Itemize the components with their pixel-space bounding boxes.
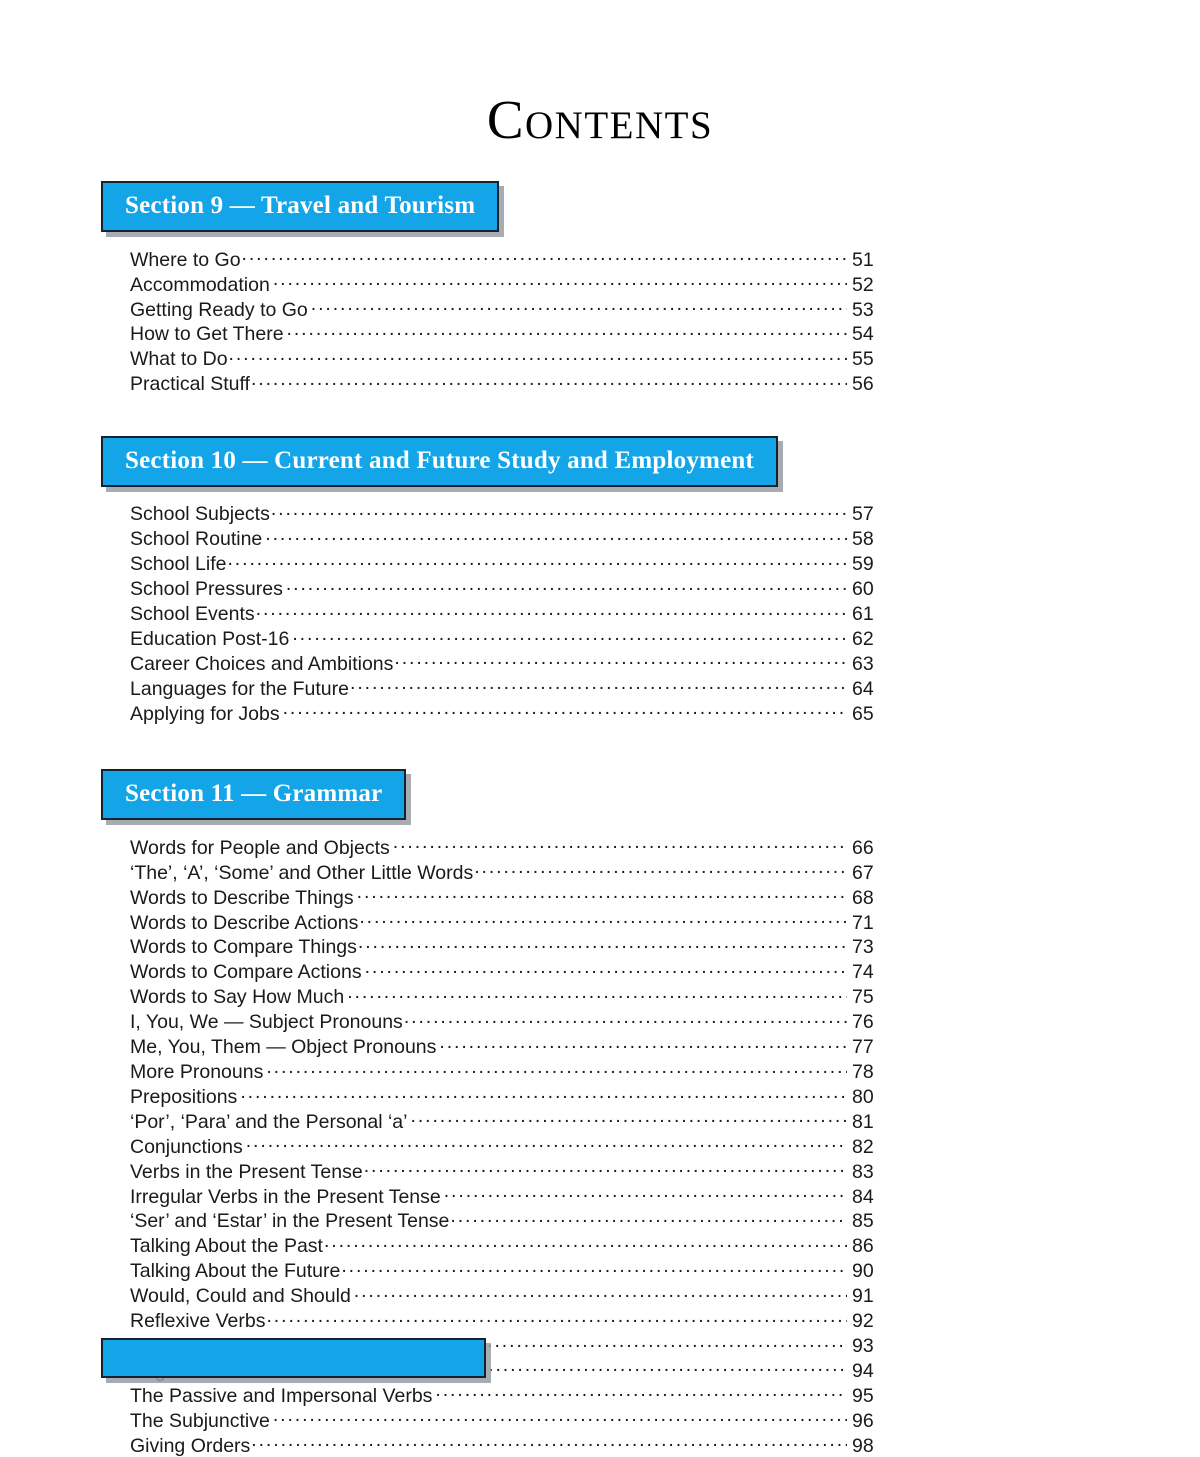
toc-entry[interactable]: [130, 1208, 882, 1233]
toc-entry-page-number: 90: [852, 1260, 874, 1283]
toc-entry[interactable]: [130, 1308, 882, 1333]
entry-list: [0, 246, 1200, 395]
toc-entry-page-number: 96: [852, 1409, 874, 1432]
toc-entry[interactable]: [130, 984, 882, 1009]
dot-leader: [246, 1133, 847, 1153]
toc-entry-page-number: 74: [852, 961, 874, 984]
toc-entry-page-number: 66: [852, 836, 874, 859]
toc-entry[interactable]: [130, 650, 882, 675]
toc-entry-page-number: 94: [852, 1359, 874, 1382]
dot-leader: [251, 371, 847, 391]
toc-entry[interactable]: [130, 1034, 882, 1059]
section-header-bar[interactable]: Section 10 — Current and Future Study and Employment: [101, 436, 778, 487]
toc-entry-page-number: 59: [852, 553, 874, 576]
toc-entry-page-number: 57: [852, 503, 874, 526]
toc-entry-title: How to Get There: [130, 323, 284, 346]
toc-entry[interactable]: [130, 321, 882, 346]
toc-entry[interactable]: [130, 1258, 882, 1283]
toc-entry-title: Prepositions: [130, 1085, 238, 1108]
dot-leader: [364, 1158, 847, 1178]
toc-entry-page-number: 58: [852, 528, 874, 551]
toc-entry-title: Conjunctions: [130, 1135, 243, 1158]
toc-entry-page-number: 78: [852, 1061, 874, 1083]
toc-entry-title: Languages for the Future: [130, 677, 349, 700]
toc-entry[interactable]: [130, 296, 882, 321]
section-sec-9: [0, 181, 1200, 396]
toc-entry-page-number: 73: [852, 936, 874, 959]
toc-entry[interactable]: [130, 1059, 882, 1084]
section-header-wrap: [0, 181, 1200, 232]
toc-entry-page-number: 82: [852, 1135, 874, 1158]
section-header-bar-cutoff: [101, 1338, 486, 1378]
dot-leader: [292, 625, 847, 645]
toc-entry[interactable]: [130, 501, 882, 526]
toc-entry-title: Me, You, Them — Object Pronouns: [130, 1036, 437, 1059]
toc-entry-title: Reflexive Verbs: [130, 1310, 266, 1333]
toc-entry-title: Words to Describe Actions: [130, 911, 359, 934]
toc-entry-title: School Events: [130, 603, 255, 626]
section-header-wrap: [0, 436, 1200, 487]
toc-entry[interactable]: [130, 271, 882, 296]
dot-leader: [324, 1233, 847, 1253]
toc-entry-title: Would, Could and Should: [130, 1285, 351, 1308]
toc-entry-page-number: 60: [852, 578, 874, 601]
dot-leader: [357, 884, 847, 904]
toc-entry-title: Verbs in the Present Tense: [130, 1160, 363, 1183]
toc-entry-page-number: 91: [852, 1285, 874, 1308]
toc-entry-page-number: 95: [852, 1384, 874, 1407]
dot-leader: [435, 1382, 847, 1402]
dot-leader: [266, 1308, 847, 1328]
dot-leader: [266, 1059, 847, 1079]
toc-entry[interactable]: [130, 371, 882, 396]
toc-entry[interactable]: [130, 1009, 882, 1034]
dot-leader: [393, 834, 847, 854]
toc-entry-page-number: 61: [852, 603, 874, 626]
toc-entry-title: More Pronouns: [130, 1061, 264, 1083]
dot-leader: [341, 1258, 847, 1278]
sections-container: [0, 181, 1200, 1457]
toc-entry-page-number: 62: [852, 627, 874, 650]
dot-leader: [358, 934, 847, 954]
toc-entry[interactable]: [130, 934, 882, 959]
section-sec-10: [0, 436, 1200, 725]
toc-entry-page-number: 81: [852, 1110, 874, 1133]
dot-leader: [265, 526, 847, 546]
toc-entry-title: Applying for Jobs: [130, 702, 280, 725]
section-header-bar[interactable]: Section 11 — Grammar: [101, 769, 406, 820]
next-section-header-partial: [101, 1338, 486, 1378]
toc-entry-page-number: 71: [852, 911, 874, 934]
toc-entry-page-number: 65: [852, 702, 874, 725]
toc-entry[interactable]: [130, 909, 882, 934]
dot-leader: [256, 601, 847, 621]
toc-entry-page-number: 76: [852, 1011, 874, 1034]
toc-entry-page-number: 77: [852, 1036, 874, 1059]
toc-entry-page-number: 54: [852, 323, 874, 346]
dot-leader: [404, 1009, 847, 1029]
toc-entry[interactable]: [130, 675, 882, 700]
dot-leader: [273, 1407, 847, 1427]
toc-entry[interactable]: [130, 884, 882, 909]
toc-entry-title: Education Post-16: [130, 627, 290, 650]
toc-entry-page-number: 67: [852, 861, 874, 884]
toc-entry-page-number: 98: [852, 1434, 874, 1457]
toc-entry-title: Words to Compare Actions: [130, 961, 362, 984]
dot-leader: [474, 859, 847, 879]
dot-leader: [439, 1034, 847, 1054]
dot-leader: [227, 551, 847, 571]
entry-list: [0, 501, 1200, 725]
toc-entry[interactable]: [130, 576, 882, 601]
toc-entry-page-number: 93: [852, 1334, 874, 1357]
toc-entry-title: Irregular Verbs in the Present Tense: [130, 1185, 441, 1208]
toc-entry-title: I, You, We — Subject Pronouns: [130, 1011, 403, 1034]
toc-entry[interactable]: [130, 601, 882, 626]
toc-entry-title: School Subjects: [130, 503, 270, 526]
toc-entry-title: Career Choices and Ambitions: [130, 652, 394, 675]
toc-entry-title: Giving Orders: [130, 1434, 251, 1457]
dot-leader: [359, 909, 847, 929]
toc-entry[interactable]: [130, 1158, 882, 1183]
toc-entry[interactable]: [130, 1283, 882, 1308]
dot-leader: [283, 700, 847, 720]
toc-entry-page-number: 53: [852, 298, 874, 321]
toc-entry-title: School Life: [130, 553, 227, 576]
toc-entry[interactable]: [130, 1133, 882, 1158]
toc-entry-page-number: 83: [852, 1160, 874, 1183]
dot-leader: [365, 959, 847, 979]
toc-entry-page-number: 92: [852, 1310, 874, 1333]
toc-entry[interactable]: [130, 834, 882, 859]
toc-entry[interactable]: [130, 1407, 882, 1432]
toc-entry[interactable]: [130, 246, 882, 271]
toc-entry-title: ‘Ser’ and ‘Estar’ in the Present Tense: [130, 1210, 450, 1233]
toc-entry-title: School Routine: [130, 528, 263, 551]
toc-entry[interactable]: [130, 1183, 882, 1208]
toc-entry-page-number: 52: [852, 273, 874, 296]
toc-entry-title: What to Do: [130, 348, 228, 371]
dot-leader: [450, 1208, 847, 1228]
toc-entry[interactable]: [130, 1432, 882, 1457]
dot-leader: [394, 650, 847, 670]
dot-leader: [444, 1183, 847, 1203]
toc-entry-title: The Passive and Impersonal Verbs: [130, 1384, 433, 1407]
dot-leader: [273, 271, 847, 291]
dot-leader: [287, 321, 847, 341]
toc-entry-title: Where to Go: [130, 248, 241, 271]
dot-leader: [311, 296, 847, 316]
page-title: Contents: [486, 89, 714, 150]
toc-entry-title: Words to Say How Much: [130, 986, 345, 1009]
toc-entry-page-number: 56: [852, 373, 874, 396]
toc-entry-title: Talking About the Past: [130, 1235, 323, 1258]
toc-entry[interactable]: [130, 959, 882, 984]
dot-leader: [286, 576, 847, 596]
toc-entry-page-number: 68: [852, 886, 874, 909]
toc-entry[interactable]: [130, 700, 882, 725]
dot-leader: [350, 675, 847, 695]
section-header-bar[interactable]: Section 9 — Travel and Tourism: [101, 181, 499, 232]
toc-entry-page-number: 86: [852, 1235, 874, 1258]
dot-leader: [251, 1432, 847, 1452]
dot-leader: [271, 501, 847, 521]
toc-entry-title: Getting Ready to Go: [130, 298, 308, 321]
toc-entry-page-number: 51: [852, 248, 874, 271]
toc-entry[interactable]: [130, 625, 882, 650]
toc-entry-title: School Pressures: [130, 578, 283, 601]
toc-entry-title: Words for People and Objects: [130, 836, 390, 859]
dot-leader: [347, 984, 847, 1004]
toc-entry-title: Talking About the Future: [130, 1260, 341, 1283]
toc-entry[interactable]: [130, 859, 882, 884]
toc-entry-page-number: 64: [852, 677, 874, 700]
toc-entry-title: ‘Por’, ‘Para’ and the Personal ‘a’: [130, 1110, 408, 1133]
toc-entry-title: Practical Stuff: [130, 373, 250, 396]
toc-entry-page-number: 85: [852, 1210, 874, 1233]
dot-leader: [229, 346, 847, 366]
toc-entry[interactable]: [130, 1382, 882, 1407]
toc-entry-page-number: 80: [852, 1085, 874, 1108]
toc-entry-page-number: 63: [852, 652, 874, 675]
toc-entry[interactable]: [130, 1233, 882, 1258]
dot-leader: [354, 1283, 847, 1303]
toc-entry[interactable]: [130, 551, 882, 576]
toc-entry-page-number: 84: [852, 1185, 874, 1208]
toc-entry[interactable]: [130, 1083, 882, 1108]
toc-entry-title: Words to Describe Things: [130, 886, 354, 909]
toc-entry-page-number: 55: [852, 348, 874, 371]
toc-entry[interactable]: [130, 526, 882, 551]
toc-entry-title: ‘The’, ‘A’, ‘Some’ and Other Little Words: [130, 861, 474, 884]
toc-entry[interactable]: [130, 346, 882, 371]
toc-entry-title: Words to Compare Things: [130, 936, 357, 959]
toc-entry[interactable]: [130, 1108, 882, 1133]
section-header-wrap: [0, 769, 1200, 820]
dot-leader: [411, 1108, 848, 1128]
dot-leader: [242, 246, 847, 266]
toc-entry-title: Accommodation: [130, 273, 270, 296]
toc-entry-title: The Subjunctive: [130, 1409, 270, 1432]
dot-leader: [240, 1083, 847, 1103]
toc-entry-page-number: 75: [852, 986, 874, 1009]
